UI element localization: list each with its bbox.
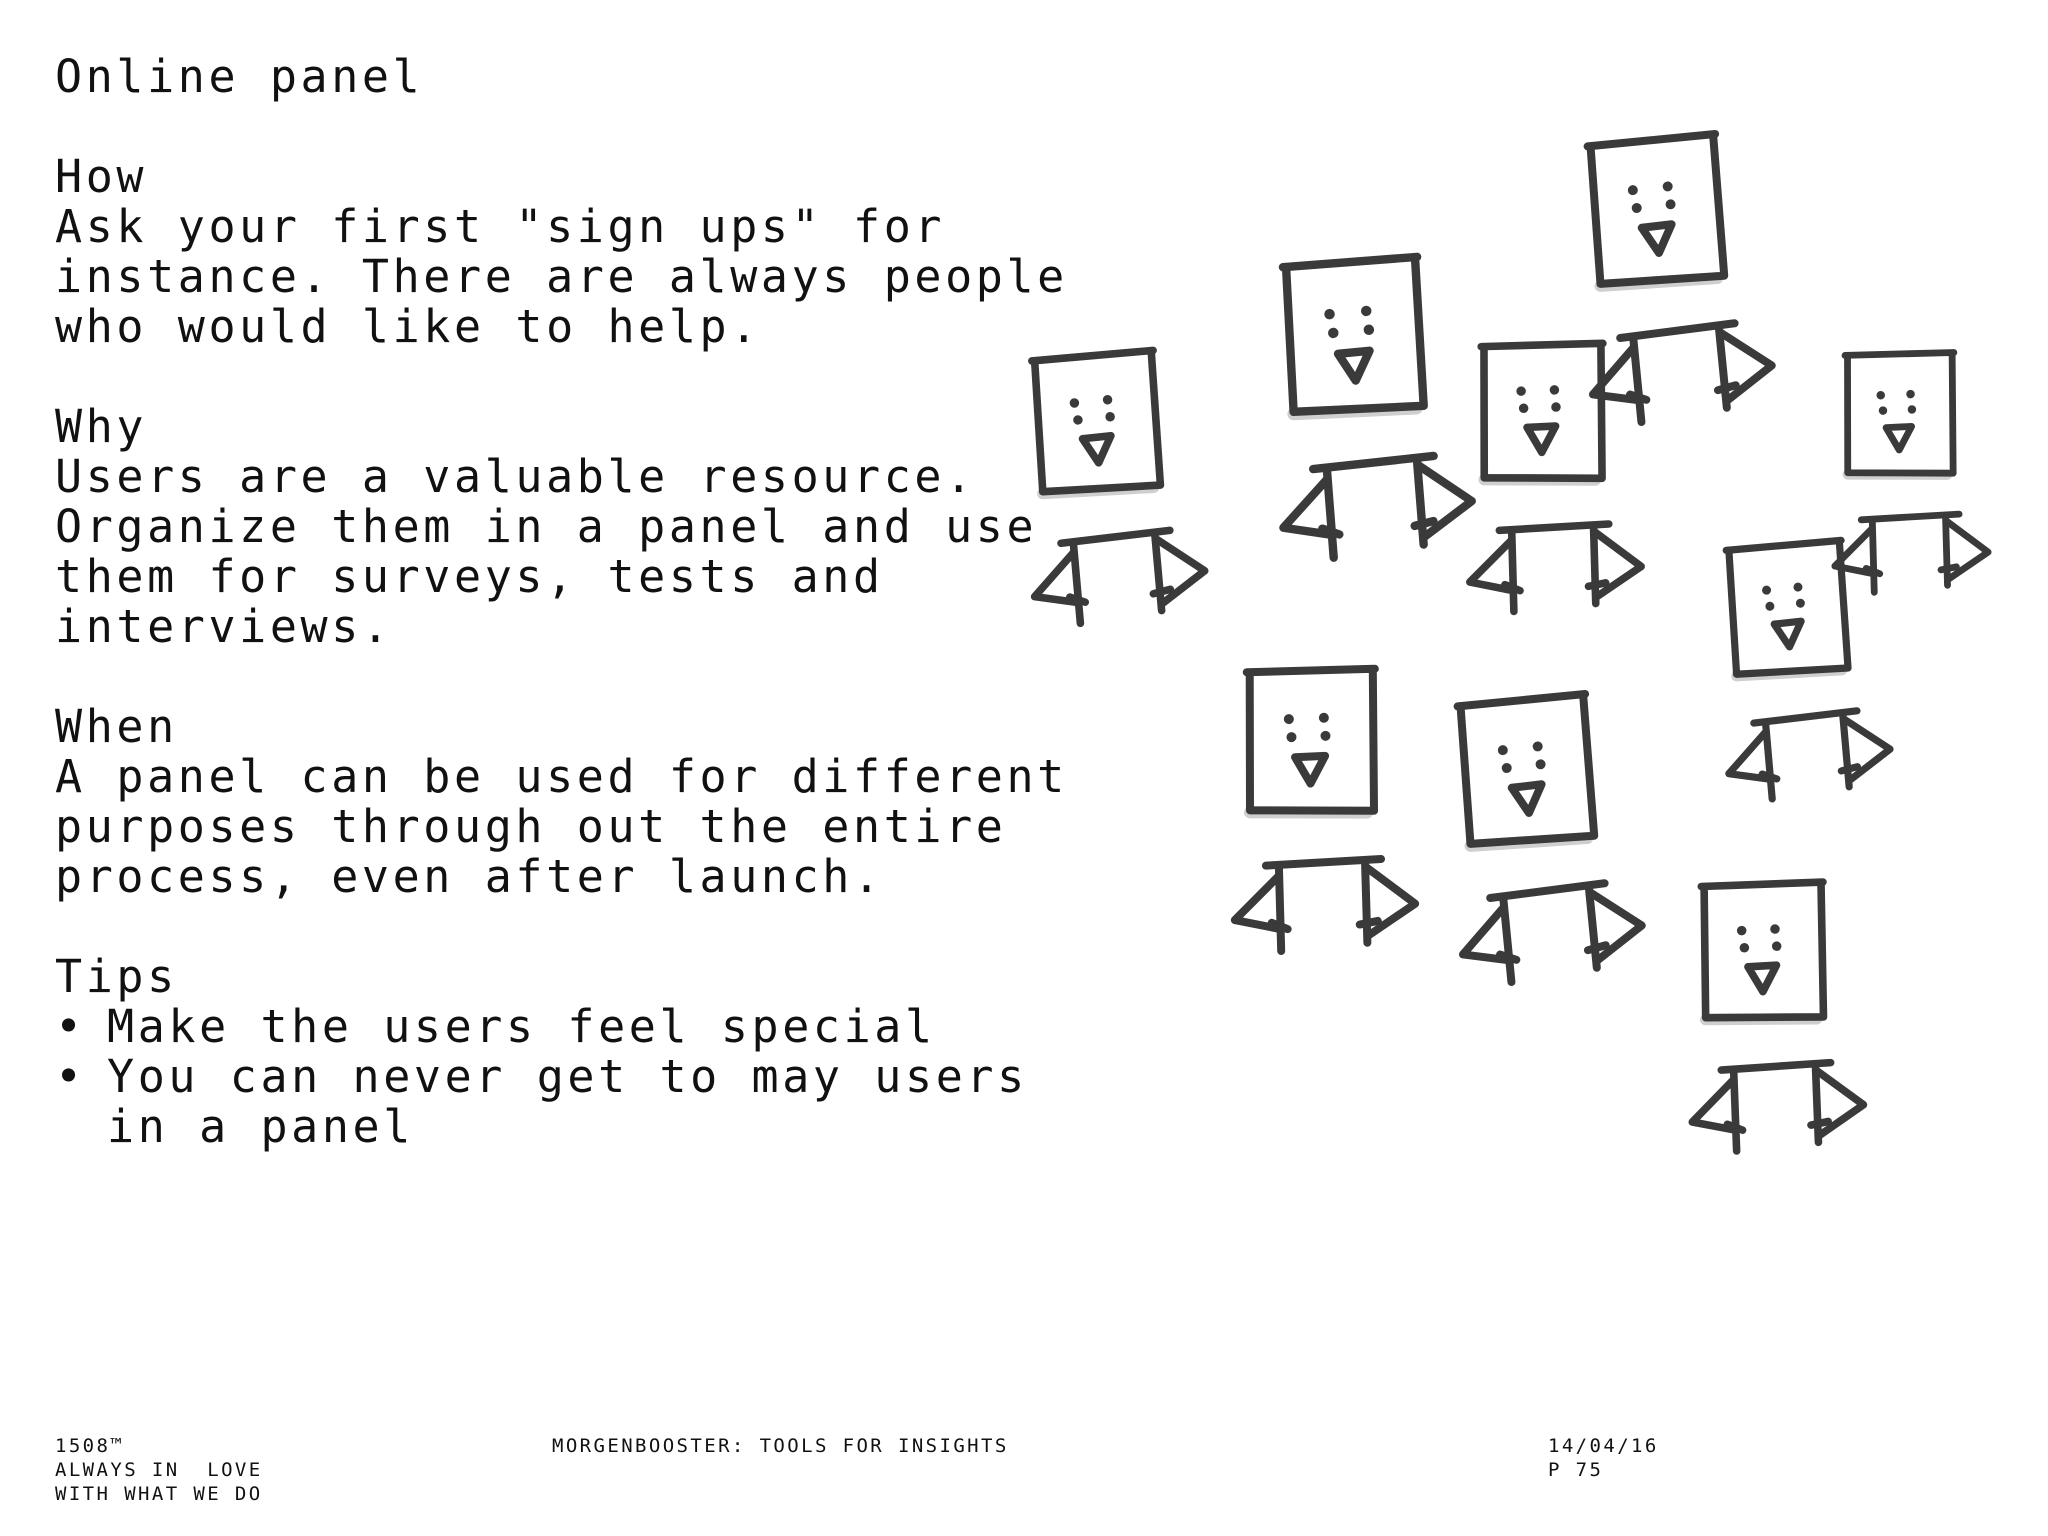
tips-list: [55, 1002, 1035, 1152]
eye-dot: [1535, 759, 1545, 769]
mouth: [1295, 755, 1326, 784]
mouth: [1338, 351, 1370, 381]
eye-dot: [1662, 181, 1672, 191]
stick-figure: [1834, 350, 1992, 594]
list-item: [55, 1052, 1035, 1152]
eye-dot: [1320, 731, 1330, 741]
section-heading-how: How: [55, 150, 148, 203]
stick-figure: [1580, 132, 1774, 425]
hands: [1727, 1120, 1828, 1131]
mouth: [1642, 224, 1673, 253]
spacer: [55, 352, 1035, 402]
document-title: MORGENBOOSTER: TOOLS FOR INSIGHTS: [552, 1435, 1009, 1457]
eye-dot: [1551, 402, 1561, 412]
body-line: who would like to help.: [55, 300, 761, 353]
head-box: [1843, 350, 1956, 475]
eye-dot: [1908, 405, 1917, 414]
body-lines: [1871, 514, 1949, 594]
mouth: [1082, 436, 1112, 464]
section-heading-tips: Tips: [55, 950, 178, 1003]
stick-figure: [1275, 255, 1473, 559]
body-lines: [1765, 713, 1849, 799]
head-box: [1587, 134, 1724, 284]
stick-figure: [1692, 881, 1866, 1152]
eye-dot: [1069, 398, 1079, 408]
text-column: [55, 50, 1068, 1153]
section-when: [55, 700, 1068, 903]
eye-dot: [1770, 924, 1780, 934]
head-box: [1283, 257, 1424, 412]
eye-dot: [1762, 586, 1771, 595]
hands: [1070, 589, 1171, 603]
eye-dot: [1737, 926, 1747, 936]
stick-figure: [1025, 349, 1207, 625]
hands: [1500, 945, 1606, 960]
list-item: [55, 1002, 1035, 1052]
eye-dot: [1796, 599, 1805, 608]
crowd-of-stick-figures-illustration: [1020, 120, 2020, 1230]
eye-dot: [1516, 386, 1526, 396]
head-box: [1457, 694, 1594, 844]
stick-figure: [1234, 666, 1420, 954]
eye-dot: [1740, 943, 1750, 953]
hands: [1762, 767, 1858, 780]
eye-dot: [1103, 395, 1113, 405]
eye-dot: [1519, 403, 1529, 413]
eye-dot: [1363, 324, 1374, 335]
body-line: instance. There are always people: [55, 250, 1068, 303]
body-lines: [1073, 533, 1162, 624]
tip-line: in a panel: [107, 1100, 414, 1153]
date: 14/04/16: [1548, 1435, 1659, 1457]
eye-dot: [1286, 732, 1296, 742]
footer-brand: [55, 1434, 263, 1506]
body-lines: [1510, 524, 1597, 613]
head-box: [1700, 881, 1825, 1019]
head-box: [1479, 341, 1605, 480]
brand-tagline-line2: WITH WHAT WE DO: [55, 1483, 263, 1505]
footer-meta: [1548, 1434, 1659, 1482]
eye-dot: [1765, 602, 1774, 611]
tip-line: You can never get to may users: [107, 1050, 1028, 1103]
hands: [1866, 565, 1956, 575]
section-why: [55, 400, 1038, 653]
eye-dot: [1319, 713, 1329, 723]
eye-dot: [1328, 328, 1339, 339]
stick-figure: [1469, 341, 1645, 614]
body-line: interviews.: [55, 600, 393, 653]
section-heading-when: When: [55, 700, 178, 753]
head-box: [1032, 350, 1161, 492]
mouth: [1512, 784, 1543, 813]
body-lines: [1327, 458, 1424, 557]
eye-dot: [1879, 406, 1888, 415]
footer-document-title: [552, 1434, 1009, 1458]
stick-figure: [1720, 539, 1892, 801]
stick-figure: [1450, 692, 1644, 985]
bullet-icon: •: [55, 1000, 86, 1053]
head-box: [1244, 666, 1377, 813]
tip-line: Make the users feel special: [107, 1000, 936, 1053]
mouth: [1886, 426, 1912, 450]
eye-dot: [1501, 763, 1511, 773]
eye-dot: [1665, 199, 1675, 209]
hands: [1322, 521, 1434, 535]
hands: [1272, 919, 1378, 931]
eye-dot: [1498, 745, 1508, 755]
page-title: Online panel: [55, 50, 424, 103]
crowd-drawing: [1020, 120, 2020, 1230]
eye-dot: [1532, 741, 1542, 751]
brand-name: 1508™: [55, 1435, 125, 1457]
page-number: P 75: [1548, 1459, 1604, 1481]
spacer: [55, 102, 1035, 152]
body-lines: [1503, 886, 1597, 982]
body-line: Organize them in a panel and use: [55, 500, 1038, 553]
eye-dot: [1550, 385, 1560, 395]
eye-dot: [1793, 582, 1802, 591]
eye-dot: [1631, 203, 1641, 213]
section-heading-why: Why: [55, 400, 148, 453]
eye-dot: [1906, 390, 1915, 399]
hands: [1630, 385, 1736, 400]
spacer: [55, 652, 1035, 702]
eye-dot: [1105, 412, 1115, 422]
mouth: [1748, 965, 1777, 992]
eye-dot: [1361, 306, 1372, 317]
body-line: A panel can be used for different: [55, 750, 1068, 803]
section-tips: [55, 952, 1035, 1152]
eye-dot: [1772, 941, 1782, 951]
body-line: purposes through out the entire: [55, 800, 1007, 853]
body-line: process, even after launch.: [55, 850, 884, 903]
brand-tagline-line1: ALWAYS IN LOVE: [55, 1459, 263, 1481]
body-lines: [1633, 326, 1727, 422]
head-box: [1726, 540, 1848, 674]
eye-dot: [1628, 185, 1638, 195]
eye-dot: [1324, 309, 1335, 320]
mouth: [1774, 621, 1802, 647]
hands: [1505, 581, 1606, 593]
body-line: them for surveys, tests and: [55, 550, 884, 603]
mouth: [1527, 425, 1556, 452]
bullet-icon: •: [55, 1050, 86, 1103]
body-line: Users are a valuable resource.: [55, 450, 976, 503]
section-how: [55, 150, 1068, 353]
eye-dot: [1876, 391, 1885, 400]
eye-dot: [1073, 415, 1083, 425]
spacer: [55, 902, 1035, 952]
body-line: Ask your first "sign ups" for: [55, 200, 946, 253]
body-lines: [1733, 1064, 1819, 1152]
eye-dot: [1284, 714, 1294, 724]
body-lines: [1277, 859, 1369, 953]
